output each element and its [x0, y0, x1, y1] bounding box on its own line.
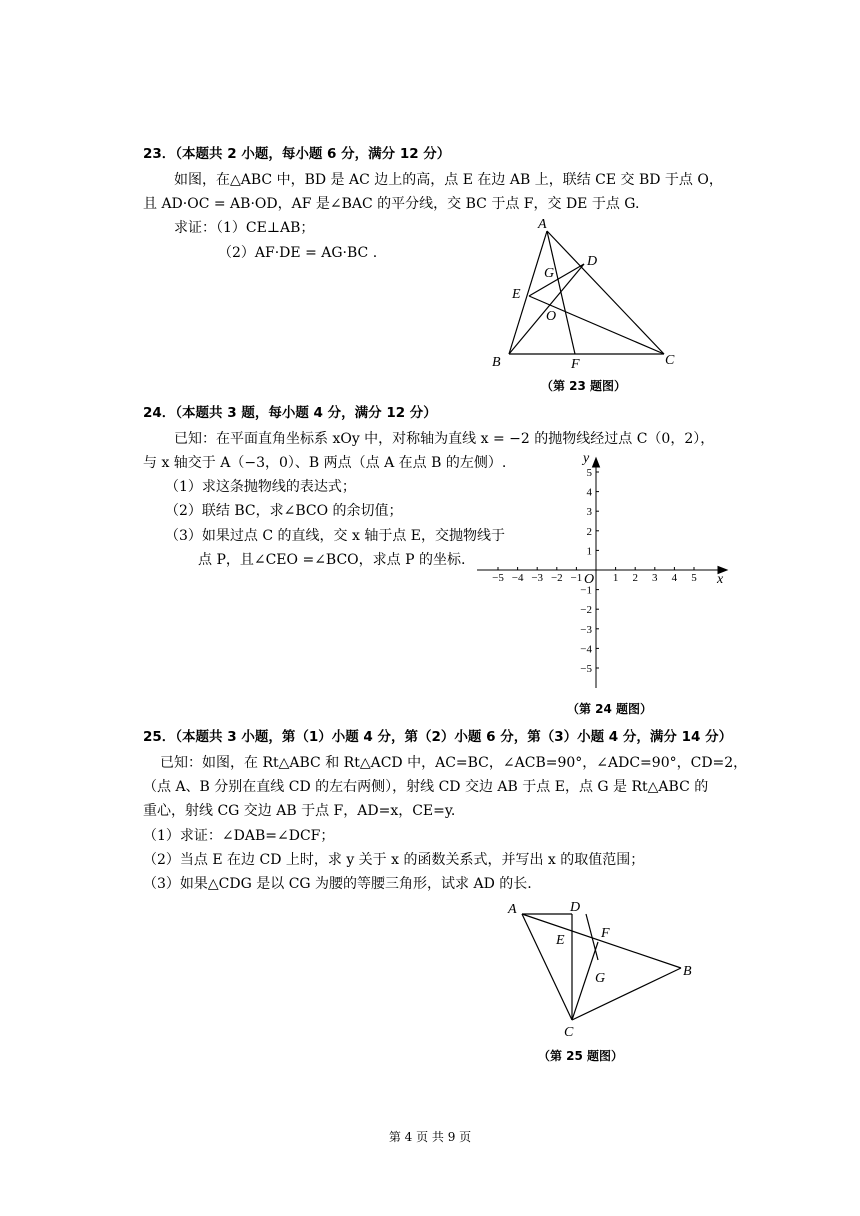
q24-x-tick-label: 3 — [652, 572, 658, 584]
q23-label-b: B — [492, 355, 501, 370]
q24-x-tick-label: 4 — [671, 572, 678, 584]
q25-caption: （第 25 题图） — [538, 1049, 624, 1063]
q25-text-line2: （点 A、B 分别在直线 CD 的左右两侧），射线 CD 交边 AB 于点 E，点 G 是 Rt△ABC 的 — [143, 779, 709, 795]
q24-part1: （1）求这条抛物线的表达式； — [165, 479, 356, 495]
q24-text-line2: 与 x 轴交于 A（−3，0）、B 两点（点 A 在点 B 的左侧）. — [143, 455, 507, 471]
q24-part3-cont: 点 P，且∠CEO =∠BCO，求点 P 的坐标. — [198, 552, 466, 568]
q24-text-line1: 已知：在平面直角坐标系 xOy 中，对称轴为直线 x = −2 的抛物线经过点 C（0，2）， — [174, 431, 715, 447]
q23-label-o: O — [546, 309, 557, 324]
q24-y-tick-label: 2 — [586, 525, 592, 538]
q23-label-c: C — [665, 353, 675, 368]
q24-x-tick-label: 1 — [612, 572, 619, 584]
q24-x-tick-label: 2 — [632, 572, 638, 584]
q24-y-tick-label: 5 — [586, 467, 592, 479]
q24-y-tick-label: 3 — [586, 506, 592, 519]
q25-label-d: D — [570, 900, 581, 915]
q24-y-axis-label: y — [583, 451, 590, 466]
q24-x-tick-label: 5 — [691, 572, 697, 584]
q23-label-e: E — [512, 287, 521, 302]
q23-label-d: D — [587, 254, 598, 269]
q24-x-tick-label: −5 — [492, 572, 504, 584]
q25-label-e: E — [556, 933, 565, 948]
q24-origin-label: O — [584, 572, 595, 587]
q25-text-line1: 已知：如图，在 Rt△ABC 和 Rt△ACD 中，AC=BC，∠ACB=90°，∠ADC=90°，CD=2， — [160, 755, 748, 771]
q23-header: 23．（本题共 2 小题，每小题 6 分，满分 12 分） — [143, 146, 451, 162]
q25-label-a: A — [508, 902, 517, 917]
q23-text-line1: 如图，在△ABC 中，BD 是 AC 边上的高，点 E 在边 AB 上，联结 CE 交 BD 于点 O， — [174, 172, 723, 188]
q23-text-line2: 且 AD·OC = AB·OD，AF 是∠BAC 的平分线，交 BC 于点 F，交 DE 于点 G. — [143, 196, 640, 212]
q23-part2: （2）AF·DE = AG·BC . — [218, 245, 378, 261]
q25-header: 25．（本题共 3 小题，第（1）小题 4 分，第（2）小题 6 分，第（3）小题 4 分，满分 14 分） — [143, 729, 733, 745]
q24-y-tick-label: −5 — [580, 663, 592, 675]
q25-part2: （2）当点 E 在边 CD 上时，求 y 关于 x 的函数关系式，并写出 x 的取值范围； — [143, 852, 645, 868]
q25-segment-ac — [522, 914, 572, 1020]
q24-y-tick-label: −1 — [580, 584, 592, 597]
q24-x-tick-label: −4 — [511, 572, 524, 584]
q24-caption: （第 24 题图） — [567, 702, 653, 716]
q24-y-tick-label: 4 — [586, 486, 592, 499]
q24-x-axis-label: x — [717, 572, 724, 587]
q23-caption: （第 23 题图） — [541, 379, 627, 393]
q24-part2: （2）联结 BC，求∠BCO 的余切值； — [165, 503, 403, 519]
q25-text-line3: 重心，射线 CG 交边 AB 于点 F，AD=x，CE=y. — [143, 803, 456, 819]
q24-y-tick-label: 1 — [586, 545, 592, 558]
q23-label-a: A — [538, 217, 547, 232]
q25-part3: （3）如果△CDG 是以 CG 为腰的等腰三角形，试求 AD 的长. — [143, 876, 532, 892]
q25-segment-dg — [586, 914, 598, 960]
q24-y-tick-label: −2 — [580, 604, 592, 617]
q25-segment-ab — [522, 914, 681, 968]
q25-segment-cb — [572, 968, 681, 1020]
page-footer: 第 4 页 共 9 页 — [388, 1130, 472, 1144]
q23-label-f: F — [571, 357, 580, 372]
q23-part1: 求证：（1）CE⊥AB； — [174, 220, 315, 236]
q23-label-g: G — [544, 266, 555, 281]
q24-x-tick-label: −3 — [531, 572, 544, 584]
q25-label-g: G — [595, 971, 606, 986]
q24-x-tick-label: −1 — [570, 572, 583, 584]
q25-label-b: B — [683, 964, 692, 979]
q25-label-c: C — [564, 1025, 574, 1040]
q24-y-tick-label: −4 — [580, 643, 592, 656]
q25-part1: （1）求证：∠DAB=∠DCF； — [143, 828, 335, 844]
q24-y-tick-label: −3 — [580, 623, 592, 636]
q24-x-tick-label: −2 — [550, 572, 563, 584]
q25-label-f: F — [601, 926, 610, 941]
q24-part3: （3）如果过点 C 的直线，交 x 轴于点 E，交抛物线于 — [165, 528, 505, 544]
q24-header: 24．（本题共 3 题，每小题 4 分，满分 12 分） — [143, 405, 437, 421]
